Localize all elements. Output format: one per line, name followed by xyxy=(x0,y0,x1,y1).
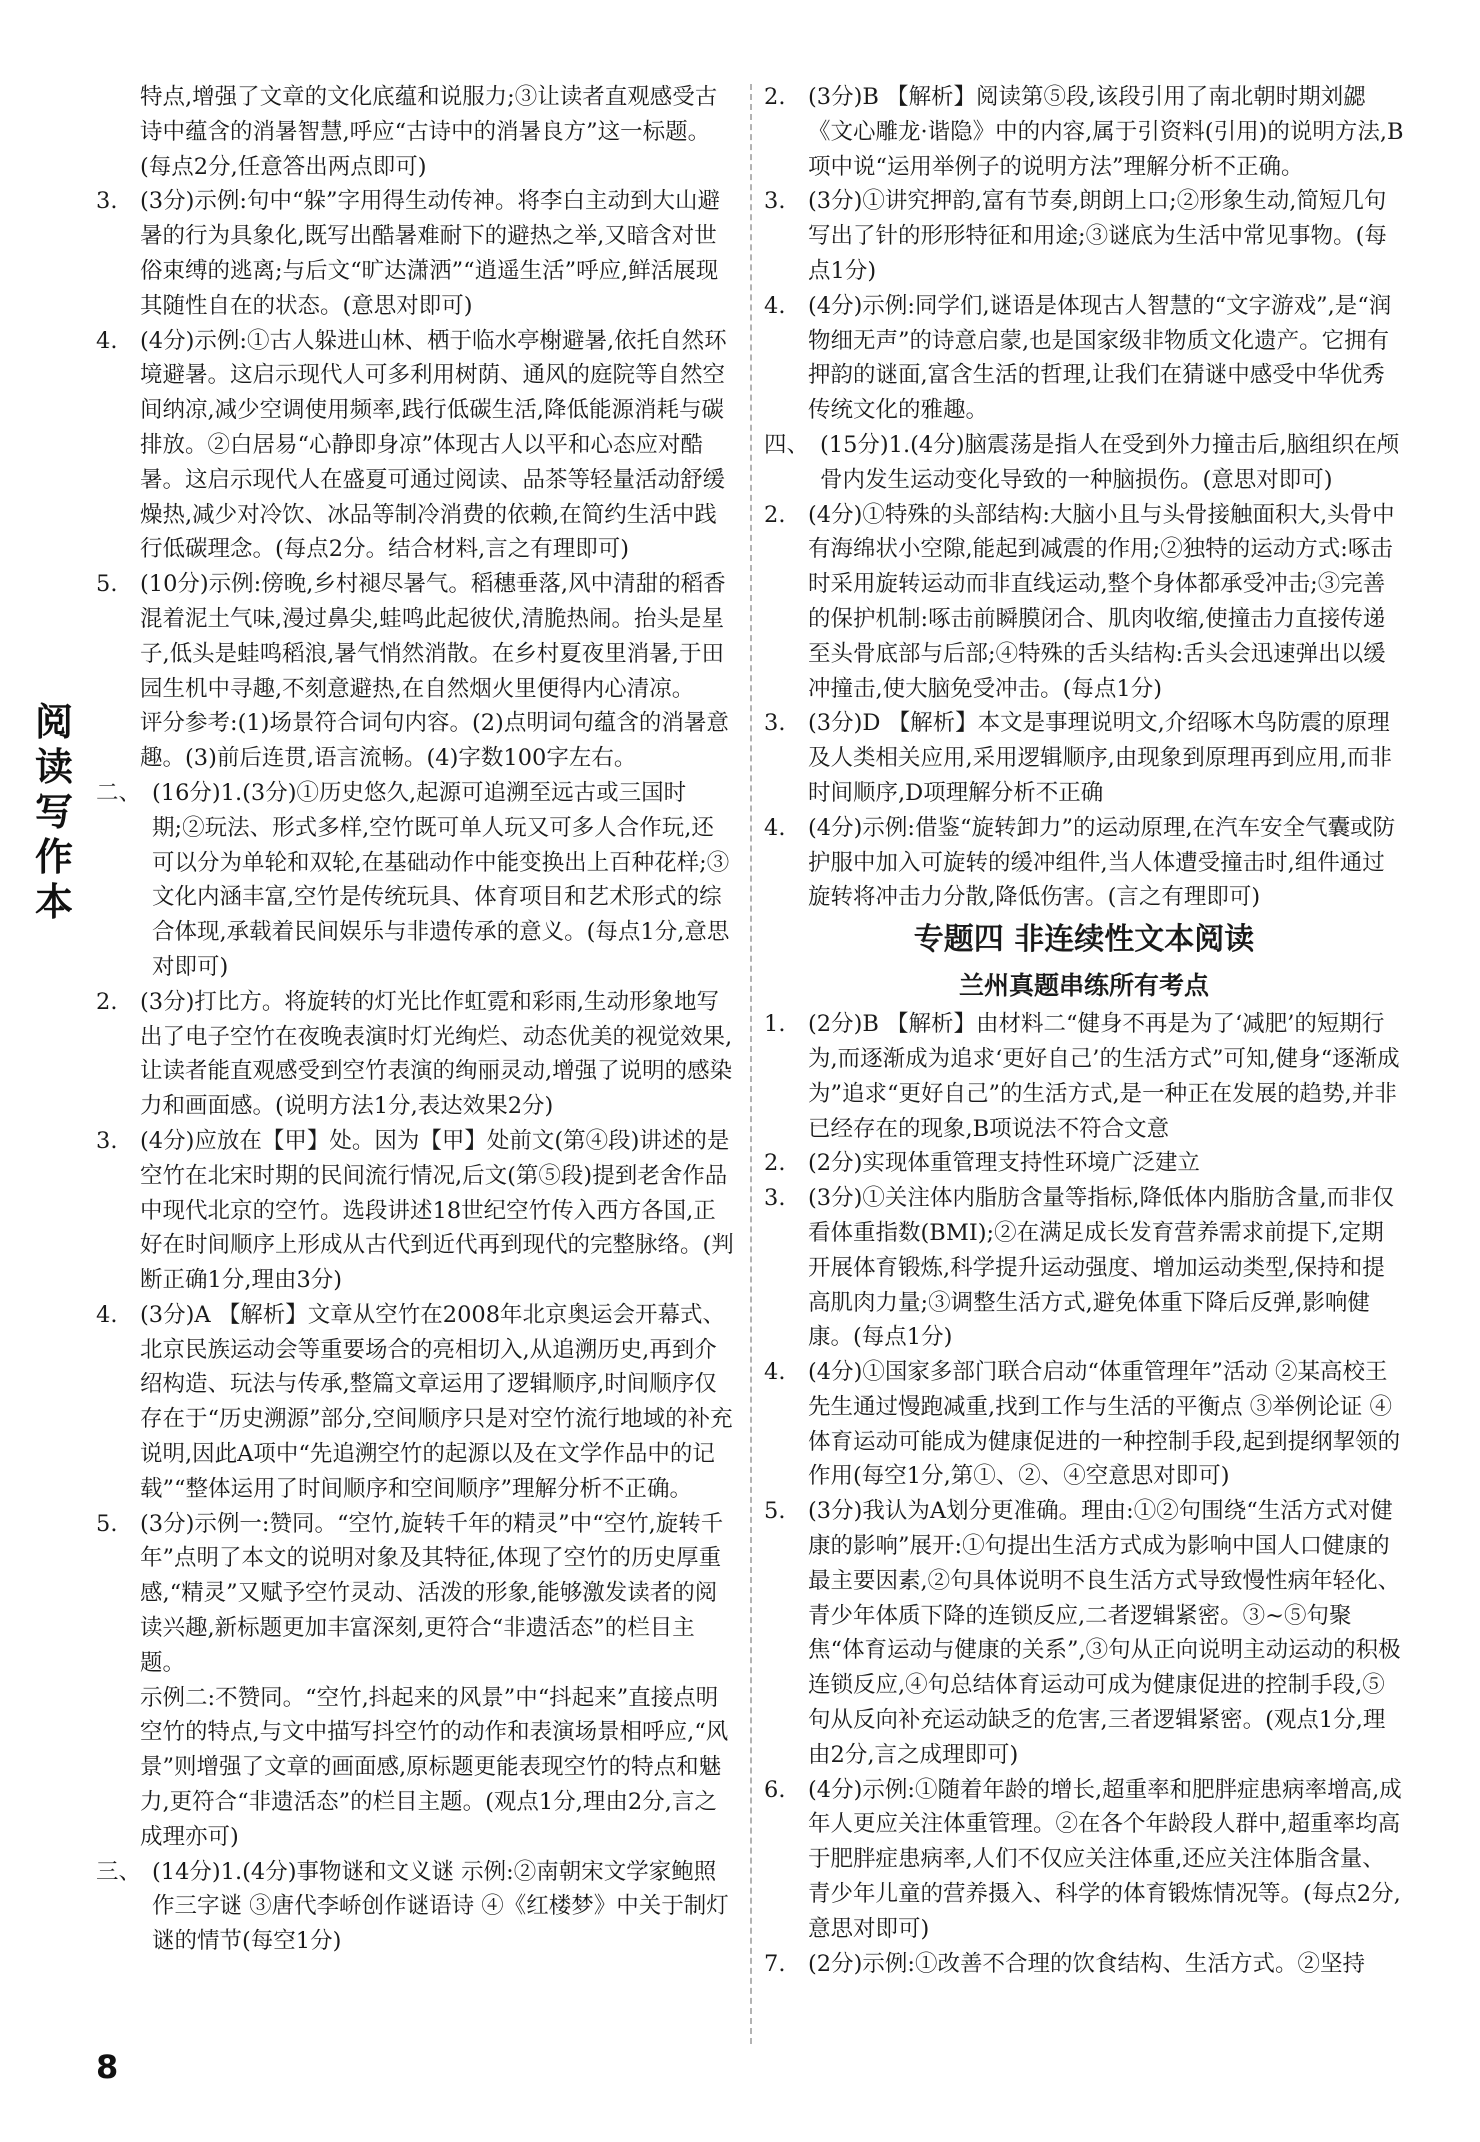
answer-text: (15分)1.(4分)脑震荡是指人在受到外力撞击后,脑组织在颅骨内发生运动变化导致的一种脑损伤。(意思对即可) xyxy=(820,431,1400,493)
item-number: 3. xyxy=(764,188,786,215)
answer-text: (2分)B 【解析】由材料二“健身不再是为了‘减肥’的短期行为,而逐渐成为追求‘更好自己’的生活方式”可知,健身“逐渐成为”追求“更好自己”的生活方式,是一种正在发展的趋势,并非已经存在的现象,B项说法不符合文意 xyxy=(808,1011,1400,1142)
item-number: 4. xyxy=(96,1301,118,1328)
answer-item xyxy=(96,1855,736,1959)
answer-item xyxy=(764,80,1404,184)
answer-item xyxy=(764,428,1404,498)
answer-text: (3分)①讲究押韵,富有节奏,朗朗上口;②形象生动,简短几句写出了针的形形特征和用途;③谜底为生活中常见事物。(每点1分) xyxy=(808,188,1387,284)
item-number: 4. xyxy=(764,1359,786,1386)
answer-item xyxy=(96,1298,736,1507)
answer-item xyxy=(764,1355,1404,1494)
answer-item xyxy=(764,706,1404,810)
answer-text: 评分参考:(1)场景符合词句内容。(2)点明词句蕴含的消暑意趣。(3)前后连贯,语言流畅。(4)字数100字左右。 xyxy=(140,710,729,772)
item-number: 四、 xyxy=(764,431,810,458)
answer-continuation xyxy=(96,1681,736,1855)
answer-item xyxy=(764,184,1404,288)
answer-text: (4分)示例:①随着年龄的增长,超重率和肥胖症患病率增高,成年人更应关注体重管理。②在各个年龄段人群中,超重率均高于肥胖症患病率,人们不仅应关注体重,还应关注体脂含量、青少年儿童的营养摄入、科学的体育锻炼情况等。(每点2分,意思对即可) xyxy=(808,1776,1402,1942)
answer-continuation xyxy=(96,706,736,776)
answer-text: (3分)打比方。将旋转的灯光比作虹霓和彩雨,生动形象地写出了电子空竹在夜晚表演时灯光绚烂、动态优美的视觉效果,让读者能直观感受到空竹表演的绚丽灵动,增强了说明的感染力和画面感。(说明方法1分,表达效果2分) xyxy=(140,988,733,1120)
item-number: 3. xyxy=(764,1185,786,1212)
answer-text: (3分)我认为A划分更准确。理由:①②句围绕“生活方式对健康的影响”展开:①句提出生活方式成为影响中国人口健康的最主要因素,②句具体说明不良生活方式导致慢性病年轻化、青少年体质下降的连锁反应,二者逻辑紧密。③~⑤句聚焦“体育运动与健康的关系”,③句从正向说明主动运动的积极连锁反应,④句总结体育运动可成为健康促进的控制手段,⑤句从反向补充运动缺乏的危害,三者逻辑紧密。(观点1分,理由2分,言之成理即可) xyxy=(808,1498,1401,1768)
item-number: 3. xyxy=(96,188,118,215)
answer-text: (3分)示例一:赞同。“空竹,旋转千年的精灵”中“空竹,旋转千年”点明了本文的说明对象及其特征,体现了空竹的历史厚重感,“精灵”又赋予空竹灵动、活泼的形象,能够激发读者的阅读兴趣,新标题更加丰富深刻,更符合“非遗活态”的栏目主题。 xyxy=(140,1510,724,1676)
answer-item xyxy=(96,324,736,568)
answer-text: (2分)实现体重管理支持性环境广泛建立 xyxy=(808,1150,1200,1177)
side-tab-char: 本 xyxy=(34,880,73,924)
side-tab-char: 写 xyxy=(34,790,73,834)
answer-item xyxy=(96,1124,736,1298)
answer-text: (4分)示例:同学们,谜语是体现古人智慧的“文字游戏”,是“润物细无声”的诗意启蒙,也是国家级非物质文化遗产。它拥有押韵的谜面,富含生活的哲理,让我们在猜谜中感受中华优秀传统文化的雅趣。 xyxy=(808,292,1392,424)
side-tab-char: 阅 xyxy=(34,700,73,744)
item-number: 2. xyxy=(764,501,786,528)
answer-item xyxy=(764,1494,1404,1772)
item-number: 2. xyxy=(764,1150,786,1177)
answer-text: (4分)①特殊的头部结构:大脑小且与头骨接触面积大,头骨中有海绵状小空隙,能起到减震的作用;②独特的运动方式:啄击时采用旋转运动而非直线运动,整个身体都承受冲击;③完善的保护机制:啄击前瞬膜闭合、肌肉收缩,使撞击力直接传递至头骨底部与后部;④特殊的舌头结构:舌头会迅速弹出以缓冲撞击,使大脑免受冲击。(每点1分) xyxy=(808,501,1395,702)
item-number: 1. xyxy=(764,1011,786,1038)
item-number: 4. xyxy=(764,814,786,841)
answer-item xyxy=(96,184,736,323)
item-number: 三、 xyxy=(96,1858,142,1885)
item-number: 3. xyxy=(764,710,786,737)
answer-text: (16分)1.(3分)①历史悠久,起源可追溯至远古或三国时期;②玩法、形式多样,空竹既可单人玩又可多人合作玩,还可以分为单轮和双轮,在基础动作中能变换出上百种花样;③文化内涵丰富,空竹是传统玩具、体育项目和艺术形式的综合体现,承载着民间娱乐与非遗传承的意义。(每点1分,意思对即可) xyxy=(152,779,730,980)
answer-item xyxy=(764,1773,1404,1947)
answer-text: (3分)①关注体内脂肪含量等指标,降低体内脂肪含量,而非仅看体重指数(BMI);②在满足成长发育营养需求前提下,定期开展体育锻炼,科学提升运动强度、增加运动类型,保持和提高肌肉力量;③调整生活方式,避免体重下降后反弹,影响健康。(每点1分) xyxy=(808,1185,1395,1351)
answer-item xyxy=(764,1181,1404,1355)
answer-item xyxy=(96,1507,736,1681)
answer-text: (14分)1.(4分)事物谜和文义谜 示例:②南朝宋文学家鲍照作三字谜 ③唐代李峤创作谜语诗 ④《红楼梦》中关于制灯谜的情节(每空1分) xyxy=(152,1858,729,1955)
answer-continuation xyxy=(96,80,736,184)
answer-item xyxy=(764,289,1404,428)
answer-text: 特点,增强了文章的文化底蕴和说服力;③让读者直观感受古诗中蕴含的消暑智慧,呼应“古诗中的消暑良方”这一标题。(每点2分,任意答出两点即可) xyxy=(140,84,718,180)
answer-item xyxy=(96,776,736,985)
answer-item xyxy=(764,1947,1404,1982)
item-number: 5. xyxy=(96,1510,118,1537)
answer-text: (3分)A 【解析】文章从空竹在2008年北京奥运会开幕式、北京民族运动会等重要场合的亮相切入,从追溯历史,再到介绍构造、玩法与传承,整篇文章运用了逻辑顺序,时间顺序仅存在于“历史溯源”部分,空间顺序只是对空竹流行地域的补充说明,因此A项中“先追溯空竹的起源以及在文学作品中的记载”“整体运用了时间顺序和空间顺序”理解分析不正确。 xyxy=(140,1301,733,1502)
item-number: 6. xyxy=(764,1776,786,1803)
item-number: 4. xyxy=(96,327,118,354)
answer-item xyxy=(764,811,1404,915)
item-number: 4. xyxy=(764,292,786,319)
answer-text: (10分)示例:傍晚,乡村褪尽暑气。稻穗垂落,风中清甜的稻香混着泥土气味,漫过鼻尖,蛙鸣此起彼伏,清脆热闹。抬头是星子,低头是蛙鸣稻浪,暑气悄然消散。在乡村夏夜里消暑,于田园生机中寻趣,不刻意避热,在自然烟火里便得内心清凉。 xyxy=(140,571,726,702)
answer-text: (4分)①国家多部门联合启动“体重管理年”活动 ②某高校王先生通过慢跑减重,找到工作与生活的平衡点 ③举例论证 ④体育运动可能成为健康促进的一种控制手段,起到提纲挈领的作用(每空1分,第①、②、④空意思对即可) xyxy=(808,1359,1401,1490)
answer-text: 示例二:不赞同。“空竹,抖起来的风景”中“抖起来”直接点明空竹的特点,与文中描写抖空竹的动作和表演场景相呼应,“风景”则增强了文章的画面感,原标题更能表现空竹的特点和魅力,更符合“非遗活态”的栏目主题。(观点1分,理由2分,言之成理亦可) xyxy=(140,1684,729,1850)
answer-text: (4分)应放在【甲】处。因为【甲】处前文(第④段)讲述的是空竹在北宋时期的民间流行情况,后文(第⑤段)提到老舍作品中现代北京的空竹。选段讲述18世纪空竹传入西方各国,正好在时间顺序上形成从古代到近代再到现代的完整脉络。(判断正确1分,理由3分) xyxy=(140,1127,734,1294)
answer-text: (4分)示例:①古人躲进山林、栖于临水亭榭避暑,依托自然环境避暑。这启示现代人可多利用树荫、通风的庭院等自然空间纳凉,减少空调使用频率,践行低碳生活,降低能源消耗与碳排放。②白居易“心静即身凉”体现古人以平和心态应对酷暑。这启示现代人在盛夏可通过阅读、品茶等轻量活动舒缓燥热,减少对冷饮、冰品等制冷消费的依赖,在简约生活中践行低碳理念。(每点2分。结合材料,言之有理即可) xyxy=(140,327,727,563)
item-number: 2. xyxy=(764,84,786,110)
item-number: 3. xyxy=(96,1127,118,1154)
section-heading: 专题四 非连续性文本阅读 xyxy=(913,922,1255,958)
item-number: 5. xyxy=(96,571,118,598)
answer-text: (3分)B 【解析】阅读第⑤段,该段引用了南北朝时期刘勰《文心雕龙·谐隐》中的内容,属于引资料(引用)的说明方法,B项中说“运用举例子的说明方法”理解分析不正确。 xyxy=(808,84,1404,180)
answer-item xyxy=(764,498,1404,707)
answer-item xyxy=(96,985,736,1124)
column-divider xyxy=(750,84,752,2044)
answer-item xyxy=(764,1146,1404,1181)
item-number: 7. xyxy=(764,1950,786,1977)
side-tab-label xyxy=(22,700,86,925)
answer-text: (2分)示例:①改善不合理的饮食结构、生活方式。②坚持 xyxy=(808,1950,1365,1977)
answer-text: (3分)示例:句中“躲”字用得生动传神。将李白主动到大山避暑的行为具象化,既写出酷暑难耐下的避热之举,又暗含对世俗束缚的逃离;与后文“旷达潇洒”“逍遥生活”呼应,鲜活展现其随性自在的状态。(意思对即可) xyxy=(140,188,720,319)
page-number: 8 xyxy=(96,2048,119,2086)
section-subheading: 兰州真题串练所有考点 xyxy=(958,971,1209,1001)
side-tab-char: 作 xyxy=(34,835,73,879)
answer-item xyxy=(96,567,736,706)
answer-item xyxy=(764,1007,1404,1146)
right-column xyxy=(764,80,1404,1981)
item-number: 2. xyxy=(96,988,118,1015)
side-tab-char: 读 xyxy=(34,745,73,789)
answer-text: (4分)示例:借鉴“旋转卸力”的运动原理,在汽车安全气囊或防护服中加入可旋转的缓冲组件,当人体遭受撞击时,组件通过旋转将冲击力分散,降低伤害。(言之有理即可) xyxy=(808,814,1396,911)
left-column xyxy=(96,80,736,1959)
answer-text: (3分)D 【解析】本文是事理说明文,介绍啄木鸟防震的原理及人类相关应用,采用逻辑顺序,由现象到原理再到应用,而非时间顺序,D项理解分析不正确 xyxy=(808,710,1392,806)
item-number: 二、 xyxy=(96,779,142,806)
item-number: 5. xyxy=(764,1498,786,1525)
